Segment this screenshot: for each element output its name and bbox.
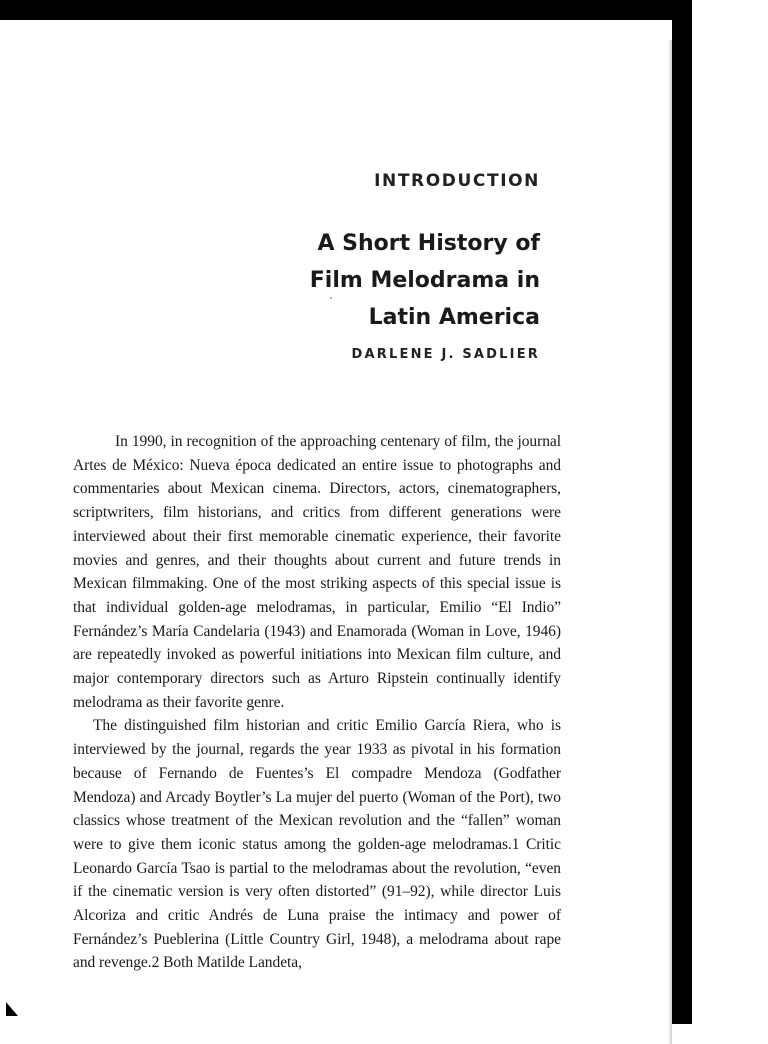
- author-name: DARLENE J. SADLIER: [351, 347, 540, 362]
- chapter-title-line: Film Melodrama in: [309, 268, 540, 293]
- chapter-title: [240, 225, 540, 336]
- scan-corner-mark: [6, 1002, 18, 1016]
- body-text: [73, 430, 561, 975]
- section-label: INTRODUCTION: [374, 171, 540, 191]
- scan-top-border: [0, 0, 692, 20]
- chapter-title-line: A Short History of: [317, 231, 540, 256]
- body-paragraph: In 1990, in recognition of the approaching centenary of film, the journal Artes de México: Nueva época dedicated an entire issue to photographs and commentaries about Mexican cinema. Directors, actors, cinematographers, scriptwriters, film historians, and critics from different generations were interviewed about their first memorable cinematic experience, their favorite movies and genres, and their thoughts about current and future trends in Mexican filmmaking. One of the most striking aspects of this special issue is that individual golden-age melodramas, in particular, Emilio “El Indio” Fernández’s María Candelaria (1943) and Enamorada (Woman in Love, 1946) are repeatedly invoked as powerful initiations into Mexican film culture, and major contemporary directors such as Arturo Ripstein continually identify melodrama as their favorite genre.: [73, 433, 561, 711]
- chapter-title-line: Latin America: [368, 305, 540, 330]
- page-edge-shadow: [668, 40, 672, 1044]
- book-page: [0, 20, 672, 1024]
- scan-right-border: [672, 0, 692, 1024]
- body-paragraph: The distinguished film historian and critic Emilio García Riera, who is interviewed by the journal, regards the year 1933 as pivotal in his formation because of Fernando de Fuentes’s El compadre Mendoza (Godfather Mendoza) and Arcady Boytler’s La mujer del puerto (Woman of the Port), two classics whose treatment of the Mexican revolution and the “fallen” woman were to give them iconic status among the golden-age melodramas.1 Critic Leonardo García Tsao is partial to the melodramas about the revolution, “even if the cinematic version is very often distorted” (91–92), while director Luis Alcoriza and critic Andrés de Luna praise the intimacy and power of Fernández’s Pueblerina (Little Country Girl, 1948), a melodrama about rape and revenge.2 Both Matilde Landeta,: [73, 717, 561, 972]
